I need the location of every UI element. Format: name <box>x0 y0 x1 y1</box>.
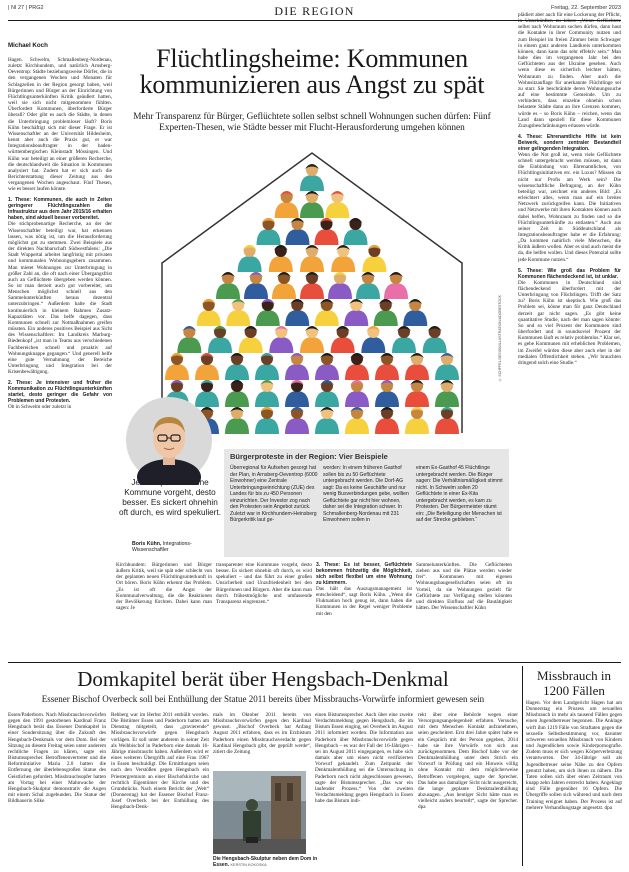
page-date: Freitag, 22. September 2023 <box>550 5 621 11</box>
thesis-3-title: 3. These: Es ist besser, Geflüchtete bekommen frühzeitig die Möglichkeit, sich selbst flexibel um eine Wohnung zu kümmern. <box>316 562 412 586</box>
right-column-text: plädiert aber auch für eine Lockerung der Pflicht, in Unterkünften zu leben: „Wenn Geflüchtete selbst nach Wohnraum suchen dürfen, dann baut die Kontakte in ihrer Community nutzen und zum Beispiel im freien Zimmer beim Schwager in einem ganz anderen Landkreis unterkommen können, dann kann das sehr effektiv sein.“ Man habe dies im vergangenen Jahr bei den Geflüchteten aus der Ukraine gesehen. Auch wenn diese es sicherlich leichter hätten, Wohnraum zu finden. Aber auch die Wohnsitzauflage für anerkannte Flüchtlinge sei zu starr. Sie beschränkte deren Wohnungssuche auf eine bestimmte Gemeinde. Um zu verhindern, dass einzelne ohnehin schon belastete Städte dann an ihre Grenzen kommen, würde es – so Boris Kühn – reichen, wenn das Land dann speziell für diese Kommunen Zuzugsbeschränkungen erlassen würde. <box>518 12 621 129</box>
pull-quote-author: Boris Kühn, <box>132 541 162 547</box>
hengsbach-statue-photo <box>213 771 306 854</box>
refugee-illustration <box>116 145 508 435</box>
person-figure <box>315 353 339 380</box>
info-box-title: Bürgerproteste in der Region: Vier Beispiele <box>230 452 388 461</box>
person-figure <box>197 299 221 326</box>
thesis-1-title: 1. These: Kommunen, die auch in Zeiten geringerer Flüchtlingszahlen die Infrastruktur aus dem Jahr 2015/16 erhalten haben, sind aktuell besser vorbereitet. <box>8 197 112 222</box>
info-box-column-3: einem Ex-Gasthof 45 Flüchtlinge untergebracht werden. Die Bürger sagen: Die Verhältnismäßigkeit stimmt nicht. In Schwelm sollen 20 Geflüchtete in einer Ex-Kita untergebracht werden, es kam zu Protesten. Der Bürgermeister räumt ein: „Die Beteiligung der Menschen ist auf der Strecke geblieben.“ <box>416 465 503 523</box>
person-figure <box>275 191 299 218</box>
person-figure <box>362 245 386 272</box>
info-box-column-1: Überregional für Aufsehen gesorgt hat der Plan, in Arnsberg-Oeventrop (6000 Einwohner) eine Zentrale Unterbringungseinrichtung (ZUE) des Landes für bis zu 450 Personen einzurichten. Der Investor zog nach den Protesten sein Angebot zurück. Zuletzt war in Kirchhundem-Heinsberg Bürgerkritik laut ge- <box>230 465 318 523</box>
person-figure <box>345 380 369 407</box>
main-article-column-1 <box>8 57 112 667</box>
thesis-3-text: Das hält das Auszugsmanagement ist entscheidend“, sagt Boris Kühn. „Wenn die Fluktuation hoch genug ist, dann haben die Kommunen in der Regel weniger Probleme mit den <box>316 586 412 617</box>
person-figure <box>286 218 310 245</box>
person-figure <box>331 245 355 272</box>
pull-quote-role: Integrations-Wissenschaftler <box>132 541 192 554</box>
person-figure <box>177 326 201 353</box>
second-article-column-1: Essen/Paderborn. Nach Missbrauchsvorwürfen gegen den 1991 gestorbenen Kardinal Franz Hengsbach berät das Essener Domkapitel in einer Sondersitzung über die Zukunft des Hengsbach-Denkmals vor dem Dom. Bei der Sitzung an diesem Freitag seien unter anderem rechtliche Fragen zu klären, sagte ein Bistumssprecher. Betroffenenvertreter und die Reformintiative Maria 2.0 hatten die Entfernung der überlebensgroßen Statue des Geistlichen gefordert. Missbrauchsopfer hatten am Vortag bei einer Mahnwache der Hengsbach-Skulptur demonstrativ die Augen mit einem Schal zugebunden. Die Statue der Bildhauerin Silke <box>8 712 106 805</box>
thesis-1-text: Die stichprobenartige Recherche, an der der Wissenschaftler beteiligt war, hat erkennen lassen, was nötig ist, um die Herausforderung möglichst gut zu stemmen. Zwei Beispiele aus der direkten Nachbarschaft Südwestfalens: „Die Stadt Wuppertal arbeitet langfristig mit privaten und kommunalen Wohnungsgebern zusammen. Man mietet Wohnungen zur Unterbringung in größer Zahl an, die oft nach einer Übergangsfrist auch an Geflüchtete übergeben werden können. So ist man derzeit auch gut vorbereitet, um Menschen möglichst schnell aus den Sammelunterkünften heraus dezentral unterzubringen.“ Außerdem halte die Stadt kontinuierlich in kleinem Rahmen Zusatz-Kapazitäten vor. Das helfe dagegen, dass Kommunen schnell zur Notmaßnahmen greifen müssten. Ein anderes positives Beispiel aus Sicht des Wissenschaftlers: Im Landkreis Marburg-Biedenkopf „ist man in Teams aus verschiedenen Fachbereichen schnell und proaktiv auf Wohnungsknappe gegangen.“ Und generell helfe eine gute Vernahmung der Bereiche Unterbringung und Integration bei der Krisenbewältigung. <box>8 221 112 376</box>
person-figure <box>344 218 368 245</box>
second-article-column-5: rekt über eine Behörde wegen einer Versorgungsangelegenheit erfahren. Versuche, mit dem Menschen Kontakt aufzunehmen, seien gescheitert. Erst drei Jahre später habe es ein Gespräch mit der Person gegeben, 2014 habe sie ihre Vorwürfe von sich aus zurückgenommen. Dem Bischof habe vor der Denkmalenthüllung unter dem Strich ein Vorwurf in Prüfung und ein Hinweis völlig ohne Kontakt mit dem möglicherweise Betroffenen vorgelegen, sagte der Sprecher. Das habe aus damaliger Sicht nicht ausgereicht, die lange geplante Denkmalenthüllung abzusagen. „Aus heutiger Sicht hätte man es vielleicht anders beurteilt“, sagte der Sprecher. dpa <box>418 712 518 811</box>
thesis-4-text: Wenn die Not groß ist, wenn viele Geflüchtete schnell untergebracht werden müssen, ist dann die Einbindung von Ehrenamtlichen, von Flüchtlingsinitiativen etc. ein Luxus? Müssen da nicht nur Profis am Werk sein? Die wissenschaftliche Befragung, an der Kühn beteiligt war, zeichnet ein anderes Bild: „Es erleichtert alles, wenn man auf ein breites Netzwerk zurückgreifen kann. Die Initiativen und Netzwerke mit ihren Kontakten können auch dabei helfen, Wohnraum zu finden und so die Flüchtlingsunterkünfte zu entlasten.“ Auch aus seiner Zeit in Süddeutschland als Integrationsbeauftragter habe er die Erfahrung: „Da kommen natürlich viele Menschen, die Kritik äußern wollen. Aber es sind auch meist die da, die helfen wollen. Und dieses Potenzial sollte jede Kommune nutzen.“ <box>518 151 621 263</box>
person-figure <box>300 245 324 272</box>
person-figure <box>375 380 399 407</box>
second-subhead: Essener Bischof Overbeck soll bei Enthüllung der Statue 2011 bereits über Missbrauchs-Vorwürfe informiert gewesen sein <box>41 694 485 704</box>
person-figure <box>285 407 309 434</box>
house-of-people-illustration <box>116 145 508 435</box>
person-figure <box>300 326 324 353</box>
person-figure <box>225 353 249 380</box>
main-article-column-right <box>518 12 621 657</box>
person-figure <box>374 299 398 326</box>
person-figure <box>405 407 429 434</box>
main-subhead: Mehr Transparenz für Bürger, Geflüchtete sollen selbst schnell Wohnungen suchen dürfen: Fünf Experten-Thesen, wie Städte besser mit Flucht-Herausforderung umgehen können <box>133 112 491 133</box>
column-divider <box>522 666 523 866</box>
article-author: Michael Koch <box>8 42 48 49</box>
person-figure <box>403 299 427 326</box>
boris-kuehn-photo <box>121 395 217 485</box>
article-separator <box>8 662 621 663</box>
second-article-column-4: einen Bistumssprecher. Auch über eine zweite Verdachtsmeldung gegen Hengsbach, die im Bistum Essen einging, sei Overbeck im August 2011 informiert worden. Die Information aus Paderborn über Missbrauchsvorwürfe gegen Hengsbach – es war der Fall der 16-Jährigen – sei im August 2011 eingegangen, es habe sich damals aber um einen nicht verifizierten Vorwurf gehandelt. Zum Zeitpunkt der Denkmalenthüllung sei die Untersuchung in Paderborn noch nicht abgeschlossen gewesen, sagte der Bistumssprecher. „Das war ein laufender Prozess.“ Von der zweiten Verdachtsmeldung gegen Hengsbach in Essen habe das Bistum indi- <box>315 712 413 805</box>
person-figure <box>256 299 280 326</box>
person-figure <box>405 353 429 380</box>
second-article-column-3: mals im Oktober 2011 bereits von Missbrauchsvorwürfen gegen den Kardinal gewusst. „Bischof Overbeck hat Anfang August 2011 erfahren, dass es im Erzbistum Paderborn einen Missbrauchsverdacht gegen Kardinal Hengsbach gibt, der geprüft werde“, zitiert die Zeitung <box>213 712 311 755</box>
person-figure <box>195 353 219 380</box>
person-figure <box>285 353 309 380</box>
thesis-4-title: 4. These: Ehrenamtliche Hilfe ist kein Beiwerk, sondern zentraler Bestandteil einer gelingenden Integration. <box>518 133 621 152</box>
person-figure <box>216 272 240 299</box>
person-figure <box>285 380 309 407</box>
person-figure <box>345 407 369 434</box>
person-figure <box>315 407 339 434</box>
person-figure <box>328 272 352 299</box>
photo-caption-text: Die Hengsbach-Skulptur neben dem Dom in Essen. <box>213 856 318 868</box>
person-figure <box>361 326 385 353</box>
main-headline: Flüchtlingsheime: Kommunen kommunizieren aus Angst zu spät <box>139 44 485 99</box>
second-headline: Domkapitel berät über Hengsbach-Denkmal <box>77 667 449 691</box>
person-figure <box>392 326 416 353</box>
person-figure <box>331 326 355 353</box>
person-figure <box>257 218 281 245</box>
person-figure <box>272 272 296 299</box>
photo-credit: KERSTIN KOKOSKA <box>230 863 267 867</box>
info-box-column-2: worden: In einem früheren Gasthof sollen bis zu 50 Geflüchtete untergebracht werden. Die Dorf-AG sagt: Da es keine Geschäfte und nur wenig Busverbindungen gebe, wollten Geflüchtete gar nicht hier wohnen, daher sei die Integration schwer. In Schmallenberg-Nordenau mit 231 Einwohnern sollen in <box>323 465 409 523</box>
person-figure <box>226 299 250 326</box>
illustration-credit: © SCHPPEL DESIGN/ILLUSTRATION/ADOBESTOCK <box>498 295 502 382</box>
main-article-column-4 <box>316 562 412 657</box>
pull-quote: Je transparenter eine Kommune vorgeht, desto besser. Es sickert ohnehin oft durch, es wird spekuliert. <box>119 478 221 517</box>
side-headline: Missbrauch in 1200 Fällen <box>536 668 612 698</box>
person-figure <box>269 245 293 272</box>
thesis-5-text: Die Kommunen in Deutschland sind flächendeckend überfordert mit der Unterbringung von Flüchtlingen. Trifft der Satz zu? Boris Kühn ist skeptisch. Wie groß das Problem sei, könne man für ganz Deutschland derzeit gar nicht sagen. „Es gibt keine quantitative Studie, nach der man sagen könnte: So und so viel Prozent der Kommunen sind überfordert und in soundsoviel Prozent der Kommunen läuft es relativ problemlos.“ Klar sei, es gebe Kommunen mit erheblichen Problemen, im Zweifel würden diese aber auch eher in der medialen Öffentlichkeit stehen. „Wir brauchten dringend solch eine Studie.“ <box>518 279 621 366</box>
page-header-left: | NI 27 | PRG2 <box>8 5 44 11</box>
thesis-2-start: Ob in Schwelm oder zuletzt in <box>8 404 72 411</box>
thesis-2-title: 2. These: Je intensiver und früher die Kommunikation zu Flüchtlingsunterkünften startet, desto geringer die Gefahr von Problemen und Protesten. <box>8 380 112 405</box>
main-article-column-5: Sammelunterkünften. Die Geflüchteten ziehen aus und die Plätze werden wieder frei“. Kommunen mit eigenen Wohnungsbaugesellschaften seien oft im Vorteil, da sie Wohnungen gezielt für Geflüchtete zur Verfügung stellen könnten und direkten Einfluss auf die Bautätigkeit hätten. Der Wissenschaftler Kühn <box>416 562 512 612</box>
person-figure <box>435 407 459 434</box>
side-article-body: Hagen. Vor dem Landgericht Hagen hat am Donnerstag ein Prozess um sexuellen Missbrauch in mehr als tausend Fällen gegen einen Jugendbetreuer begonnen. Die Anklage wirft ihm 1219 Fälle von Straftaten gegen die sexuelle Selbstbestimmung vor, darunter schweren sexuellen Missbrauch von Kindern und Jugendlichen sowie Kinderpornografie. Zudem muss er sich wegen Körperverletzung verantworten. Der 34-Jährige soll als Jugendbetreuer seine Nähe zu den Opfern genutzt haben, um sich ihnen zu nähern. Die Taten sollen sich über einen Zeitraum von knapp zehn Jahren erstreckt haben. Angeklagt sind Fälle gegenüber 16 Opfern. Die Übergriffe sollen sich während und nach dem Training ereignet haben. Der Prozess ist auf mehrere Verhandlungstage angesetzt. dpa <box>526 700 622 811</box>
person-figure <box>239 326 263 353</box>
person-figure <box>315 380 339 407</box>
person-figure <box>165 353 189 380</box>
person-figure <box>435 353 459 380</box>
person-figure <box>285 299 309 326</box>
person-figure <box>315 218 339 245</box>
person-figure <box>315 299 339 326</box>
person-figure <box>345 353 369 380</box>
person-figure <box>356 272 380 299</box>
second-article-column-2: Rehberg war im Herbst 2011 enthüllt worden. Die Bistümer Essen und Paderborn hatten am Dienstag mitgeteilt, dass „gravierende“ Missbrauchsvorwürfe gegen Hengsbach vorlägen. Er soll unter anderem in seiner Zeit als Weihbischof in Paderborn eine damals 16-Jährige missbraucht haben. Außerdem wird er eines weiteren Übergriffs auf eine Frau 1967 in Essen beschuldigt. Die Ermittlungen seien nach den Verstößen gegen Hengsbach ein Priestergremium an einer Bischofskirche und rechtlich Eigentümer der Kirche und des Grundstücks. Nach einem Bericht der „Welt“ (Donnerstag) hat der Essener Bischof Franz-Josef Overbeck bei der Enthüllung des Hengsbach-Denk- <box>111 712 209 811</box>
person-figure <box>225 407 249 434</box>
person-figure <box>255 353 279 380</box>
person-figure <box>300 191 324 218</box>
portrait-icon <box>121 395 217 485</box>
person-figure <box>225 380 249 407</box>
person-figure <box>269 326 293 353</box>
person-figure <box>405 380 429 407</box>
person-figure <box>208 326 232 353</box>
person-figure <box>435 380 459 407</box>
person-figure <box>255 407 279 434</box>
person-figure <box>375 407 399 434</box>
main-article-column-2: Kirchhundem: Bürgerinnen und Bürger äußern Kritik, weil sie spät oder schlecht von der geplanten neuen Flüchtlingsunterkunft in Ort hören. Boris Kühn erkennt das Problem. „Es ist oft die Angst der Kommunalverwaltung, die die Reaktionen der Bevölkerung fürchten. Dabei kann man sagen: Je <box>116 562 212 612</box>
person-figure <box>300 272 324 299</box>
person-figure <box>300 164 324 191</box>
person-figure <box>325 191 349 218</box>
person-figure <box>255 380 279 407</box>
main-article-column-3: transparenter eine Kommune vorgeht, desto besser. Es sickert ohnehin oft durch, es wird spekuliert – und das führt zu einer großen Unsicherheit und Unzufriedenheit bei den Bürgerinnen und Bürgern. Aber die kann man durch frühestmögliche und umfassende Transparenz eingrenzen.“ <box>216 562 312 605</box>
person-figure <box>384 272 408 299</box>
person-figure <box>344 299 368 326</box>
thesis-5-title: 5. These: Wie groß das Problem für Kommunen flächendeckend ist, ist unklar. <box>518 267 621 280</box>
person-figure <box>238 245 262 272</box>
intro-text: Hagen. Schwelm, Schmallenberg-Nordenau, zuletzt Kirchhundem, und natürlich Arnsberg-Oeventrop: Städte beziehungsweise Dörfer, die in den vergangenen Wochen und Monaten für Schlagzeilen in der Region gesorgt haben, weil Bürgerinnen und Bürger an der Einrichtung von Flüchtlingsunterkünften Kritik geäußert hatten, weil sie sich nicht mitgenommen fühlten. Überfordert Kommunen, überforderte Bürger überall? Oder gibt es auch die Städte, in denen die Unterbringung problemloser läuft? Boris Kühn beschäftigt sich mit dieser Frage. Er ist Wissenschaftler an der Universität Hildesheim, kennt aber auch die Praxis gut, er war Integrationsbeauftragter in der baden-württembergischen Kleinstadt Mössingen. Und Kühn war beteiligt an einer größeren Recherche, die deutschlandweit die Situation in Kommunen analysiert hat. Zudem hat er sich auch die Berichterstattung dieser Zeitung aus den vergangenen Wochen angeschaut. Fünf Thesen, wie es besser laufen könnte. <box>8 57 112 193</box>
statue-photo-icon <box>213 771 306 854</box>
section-title: DIE REGION <box>274 4 355 18</box>
pull-quote-attribution <box>132 541 218 554</box>
person-figure <box>423 326 447 353</box>
person-figure <box>244 272 268 299</box>
person-figure <box>375 353 399 380</box>
